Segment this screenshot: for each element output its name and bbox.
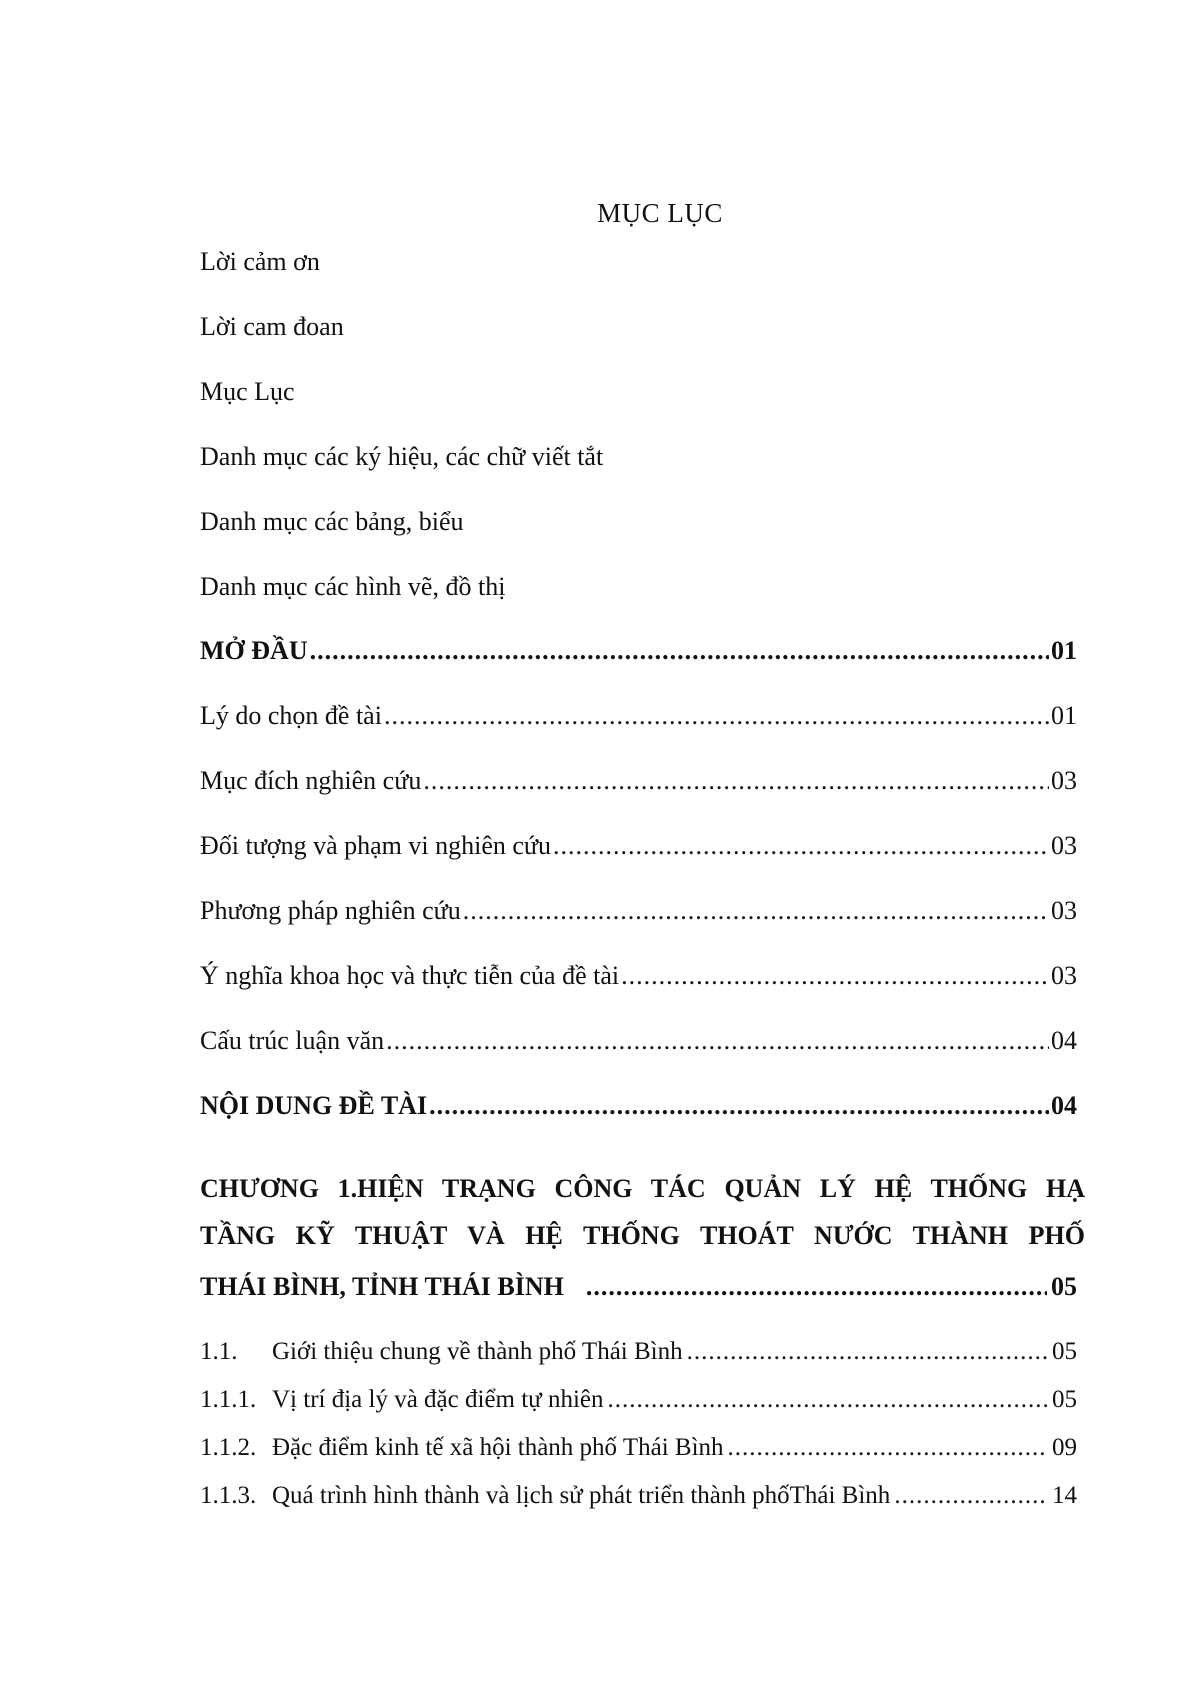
toc-entry-noi-dung bbox=[200, 1091, 1077, 1121]
toc-entry-ly-do bbox=[200, 701, 1077, 731]
toc-section-1-1-1 bbox=[200, 1385, 1077, 1415]
toc-entry-muc-dich bbox=[200, 766, 1077, 796]
dot-leader bbox=[687, 1337, 1048, 1367]
toc-entry-label: Đối tượng và phạm vi nghiên cứu bbox=[200, 831, 551, 860]
page-title: MỤC LỤC bbox=[597, 198, 723, 228]
toc-page-number: 05 bbox=[1051, 1272, 1077, 1301]
toc-entry-ky-hieu: Danh mục các ký hiệu, các chữ viết tắt bbox=[200, 442, 604, 471]
section-number: 1.1.1. bbox=[200, 1386, 257, 1413]
dot-leader bbox=[621, 961, 1049, 991]
toc-page-number: 01 bbox=[1051, 701, 1077, 730]
toc-entry-label: Quá trình hình thành và lịch sử phát triển thành phốThái Bình bbox=[272, 1482, 891, 1509]
toc-entry-label: Phương pháp nghiên cứu bbox=[200, 896, 461, 925]
toc-entry-label: NỘI DUNG ĐỀ TÀI bbox=[200, 1091, 428, 1120]
toc-chapter-1-line-3 bbox=[200, 1272, 1077, 1302]
dot-leader bbox=[384, 701, 1049, 731]
toc-entry-label: Vị trí địa lý và đặc điểm tự nhiên bbox=[272, 1386, 604, 1413]
toc-page-number: 14 bbox=[1052, 1482, 1077, 1509]
toc-page-number: 05 bbox=[1052, 1338, 1077, 1365]
toc-chapter-1-line-1: CHƯƠNG 1.HIỆN TRẠNG CÔNG TÁC QUẢN LÝ HỆ THỐNG HẠ bbox=[200, 1174, 1085, 1203]
toc-entry-label: Cấu trúc luận văn bbox=[200, 1026, 385, 1055]
toc-entry-label: Giới thiệu chung về thành phố Thái Bình bbox=[272, 1338, 683, 1365]
toc-page-number: 04 bbox=[1051, 1091, 1077, 1120]
dot-leader bbox=[429, 1091, 1049, 1121]
toc-entry-phuong-phap bbox=[200, 896, 1077, 926]
toc-entry-cau-truc bbox=[200, 1026, 1077, 1056]
toc-page-number: 09 bbox=[1052, 1434, 1077, 1461]
toc-entry-y-nghia bbox=[200, 961, 1077, 991]
toc-entry-loi-cam-doan: Lời cam đoan bbox=[200, 312, 344, 341]
toc-page-number: 05 bbox=[1052, 1386, 1077, 1413]
toc-section-1-1-3 bbox=[200, 1481, 1077, 1511]
dot-leader bbox=[728, 1433, 1048, 1463]
toc-entry-doi-tuong bbox=[200, 831, 1077, 861]
toc-page-number: 03 bbox=[1051, 961, 1077, 990]
toc-entry-label: THÁI BÌNH, TỈNH THÁI BÌNH bbox=[200, 1272, 564, 1301]
toc-entry-loi-cam-on: Lời cảm ơn bbox=[200, 247, 320, 276]
dot-leader bbox=[310, 636, 1049, 666]
toc-entry-label: Ý nghĩa khoa học và thực tiễn của đề tài bbox=[200, 961, 620, 990]
toc-entry-label: Lý do chọn đề tài bbox=[200, 701, 382, 730]
toc-page-number: 03 bbox=[1051, 766, 1077, 795]
dot-leader bbox=[608, 1385, 1048, 1415]
dot-leader bbox=[386, 1026, 1049, 1056]
section-number: 1.1. bbox=[200, 1338, 238, 1365]
section-number: 1.1.2. bbox=[200, 1434, 257, 1461]
toc-page-number: 03 bbox=[1051, 831, 1077, 860]
dot-leader bbox=[894, 1481, 1048, 1511]
toc-entry-label: MỞ ĐẦU bbox=[200, 636, 308, 665]
toc-page-number: 04 bbox=[1051, 1026, 1077, 1055]
toc-chapter-1-line-2: TẦNG KỸ THUẬT VÀ HỆ THỐNG THOÁT NƯỚC THÀNH PHỐ bbox=[200, 1221, 1085, 1250]
toc-entry-hinh-ve: Danh mục các hình vẽ, đồ thị bbox=[200, 572, 506, 601]
dot-leader bbox=[423, 766, 1049, 796]
dot-leader bbox=[463, 896, 1049, 926]
toc-section-1-1 bbox=[200, 1337, 1077, 1367]
toc-section-1-1-2 bbox=[200, 1433, 1077, 1463]
toc-entry-label: Mục đích nghiên cứu bbox=[200, 766, 422, 795]
toc-entry-muc-luc: Mục Lục bbox=[200, 377, 295, 406]
toc-page-number: 03 bbox=[1051, 896, 1077, 925]
section-number: 1.1.3. bbox=[200, 1482, 257, 1509]
toc-page-number: 01 bbox=[1051, 636, 1077, 665]
toc-entry-bang-bieu: Danh mục các bảng, biểu bbox=[200, 507, 464, 536]
dot-leader bbox=[553, 831, 1049, 861]
toc-entry-label: Đặc điểm kinh tế xã hội thành phố Thái Bình bbox=[272, 1434, 724, 1461]
toc-entry-mo-dau bbox=[200, 636, 1077, 666]
dot-leader bbox=[586, 1272, 1047, 1302]
